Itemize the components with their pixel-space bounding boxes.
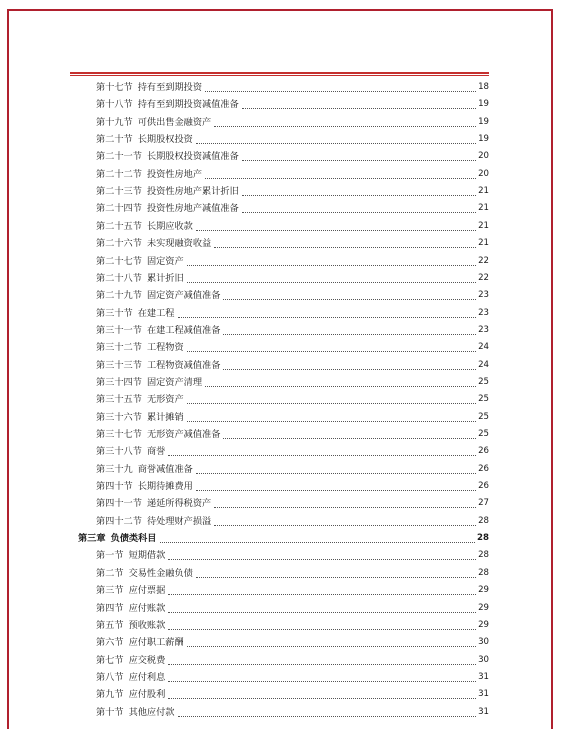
toc-entry-title: 商誉减值准备	[137, 463, 193, 475]
toc-entry-title: 短期借款	[128, 550, 166, 562]
toc-entry-label	[96, 686, 165, 703]
toc-dot-leader	[214, 507, 476, 508]
toc-entry-number: 第二十五节	[96, 220, 142, 232]
toc-page-number: 28	[478, 550, 489, 561]
toc-section-entry[interactable]	[96, 339, 489, 356]
toc-entry-number: 第十七节	[96, 82, 133, 93]
toc-entry-title: 投资性房地产	[146, 168, 203, 180]
toc-entry-title: 投资性房地产减值准备	[146, 203, 239, 215]
toc-dot-leader	[205, 386, 476, 387]
toc-page-number: 27	[478, 498, 489, 509]
toc-entry-title: 应付账款	[128, 602, 166, 614]
toc-page-number: 26	[478, 463, 489, 474]
toc-entry-label	[96, 374, 202, 391]
toc-section-entry[interactable]	[96, 478, 489, 495]
toc-entry-number: 第三十八节	[96, 446, 142, 458]
toc-entry-number: 第六节	[96, 637, 124, 649]
toc-page-number: 30	[478, 637, 489, 648]
toc-section-entry[interactable]	[96, 200, 489, 217]
toc-dot-leader	[187, 351, 476, 352]
toc-entry-label	[96, 287, 220, 304]
toc-entry-number: 第三节	[96, 585, 124, 597]
toc-entry-title: 持有至到期投资	[137, 82, 203, 93]
toc-entry-number: 第四节	[96, 602, 124, 614]
toc-entry-label	[96, 391, 184, 408]
toc-entry-title: 在建工程减值准备	[146, 324, 221, 336]
toc-dot-leader	[223, 369, 476, 370]
toc-entry-title: 累计摊销	[146, 411, 184, 423]
toc-entry-number: 第三十二节	[96, 342, 142, 354]
toc-dot-leader	[196, 473, 476, 474]
toc-entry-title: 负债类科目	[110, 533, 157, 545]
toc-page-number: 28	[478, 567, 489, 578]
toc-entry-title: 应付票据	[128, 585, 166, 597]
toc-entry-label	[96, 652, 165, 669]
toc-entry-title: 递延所得税资产	[146, 498, 212, 510]
toc-page-number: 21	[478, 238, 489, 249]
toc-page-number: 26	[478, 481, 489, 492]
toc-page-number: 31	[478, 689, 489, 700]
toc-entry-title: 无形资产	[146, 394, 184, 406]
toc-entry-number: 第三十五节	[96, 394, 142, 406]
toc-section-entry[interactable]	[96, 600, 489, 617]
toc-page-number: 25	[478, 411, 489, 422]
toc-entry-number: 第三十六节	[96, 411, 142, 423]
toc-entry-label	[96, 166, 202, 183]
toc-entry-number: 第九节	[96, 689, 124, 701]
toc-entry-label	[96, 547, 165, 564]
toc-entry-title: 长期应收款	[146, 220, 193, 232]
toc-entry-number: 第七节	[96, 654, 124, 666]
toc-section-entry[interactable]	[96, 443, 489, 460]
toc-section-entry[interactable]	[96, 114, 489, 131]
toc-dot-leader	[196, 143, 476, 144]
toc-chapter-entry[interactable]	[78, 530, 489, 547]
toc-dot-leader	[168, 559, 476, 560]
toc-page-number: 19	[478, 99, 489, 110]
toc-section-entry[interactable]	[96, 461, 489, 478]
toc-entry-title: 长期股权投资减值准备	[146, 151, 239, 163]
toc-page-number: 21	[478, 220, 489, 231]
toc-page-number: 22	[478, 272, 489, 283]
toc-dot-leader	[168, 594, 476, 595]
toc-section-entry[interactable]	[96, 426, 489, 443]
toc-page-number: 31	[478, 706, 489, 717]
toc-entry-number: 第二节	[96, 567, 124, 579]
toc-section-entry[interactable]	[96, 617, 489, 634]
toc-page-number: 19	[478, 116, 489, 127]
toc-dot-leader	[168, 629, 476, 630]
toc-dot-leader	[196, 490, 476, 491]
toc-entry-title: 商誉	[146, 446, 166, 458]
toc-entry-title: 投资性房地产累计折旧	[146, 186, 239, 198]
toc-entry-label	[96, 461, 193, 478]
toc-page-number: 20	[478, 151, 489, 162]
toc-entry-number: 第一节	[96, 550, 124, 562]
toc-entry-number: 第四十节	[96, 481, 133, 493]
toc-entry-title: 长期待摊费用	[137, 481, 193, 493]
toc-page-number: 24	[478, 342, 489, 353]
toc-dot-leader	[205, 91, 476, 92]
toc-entry-number: 第十八节	[96, 99, 133, 111]
toc-page-number: 19	[478, 134, 489, 145]
toc-entry-label	[96, 253, 184, 270]
toc-entry-title: 工程物资	[146, 342, 184, 354]
toc-page-number: 22	[478, 255, 489, 266]
toc-entry-label	[96, 617, 165, 634]
toc-entry-label	[96, 426, 220, 443]
toc-page-number: 18	[478, 82, 489, 92]
toc-dot-leader	[214, 247, 476, 248]
toc-entry-number: 第二十三节	[96, 186, 142, 198]
toc-entry-number: 第二十一节	[96, 151, 142, 163]
toc-page-number: 23	[478, 307, 489, 318]
toc-entry-title: 交易性金融负债	[128, 567, 193, 579]
toc-dot-leader	[187, 646, 476, 647]
toc-dot-leader	[196, 230, 476, 231]
toc-section-entry[interactable]	[96, 357, 489, 374]
toc-dot-leader	[242, 160, 476, 161]
toc-entry-label	[96, 339, 184, 356]
toc-page-number: 30	[478, 654, 489, 665]
toc-entry-label	[96, 200, 239, 217]
toc-entry-label	[96, 634, 184, 651]
toc-page-number: 25	[478, 429, 489, 439]
toc-entry-title: 固定资产减值准备	[146, 290, 221, 302]
toc-entry-label	[96, 582, 165, 599]
toc-dot-leader	[196, 577, 476, 578]
toc-entry-label	[96, 478, 193, 495]
toc-page-number: 26	[478, 446, 489, 457]
toc-entry-label	[96, 600, 165, 617]
toc-dot-leader	[242, 108, 476, 109]
toc-entry-label	[96, 79, 202, 96]
toc-dot-leader	[168, 664, 476, 665]
toc-entry-title: 可供出售金融资产	[137, 116, 212, 128]
toc-entry-label	[96, 131, 193, 148]
toc-entry-number: 第二十九节	[96, 290, 142, 302]
toc-entry-title: 应交税费	[128, 654, 166, 666]
toc-section-entry[interactable]	[96, 322, 489, 339]
toc-entry-title: 预收账款	[128, 619, 166, 631]
toc-page-number: 29	[478, 602, 489, 613]
toc-section-entry[interactable]	[96, 270, 489, 287]
toc-page-number: 25	[478, 376, 489, 387]
toc-entry-title: 在建工程	[137, 307, 175, 319]
toc-entry-number: 第二十四节	[96, 203, 142, 215]
toc-entry-number: 第二十节	[96, 134, 133, 146]
toc-entry-label	[96, 409, 184, 426]
toc-page-number: 31	[478, 671, 489, 682]
toc-section-entry[interactable]	[96, 409, 489, 426]
toc-entry-number: 第二十六节	[96, 238, 142, 250]
toc-entry-number: 第十九节	[96, 116, 133, 128]
toc-entry-number: 第三十七节	[96, 429, 142, 440]
toc-entry-title: 未实现融资收益	[146, 238, 212, 250]
toc-dot-leader	[223, 299, 476, 300]
toc-section-entry[interactable]	[96, 79, 489, 96]
toc-entry-label	[96, 148, 239, 165]
toc-entry-label	[96, 183, 239, 200]
toc-section-entry[interactable]	[96, 305, 489, 322]
toc-section-entry[interactable]	[96, 253, 489, 270]
toc-page-number: 25	[478, 394, 489, 405]
toc-entry-label	[96, 495, 211, 512]
toc-entry-label	[96, 704, 175, 721]
toc-dot-leader	[168, 681, 476, 682]
toc-section-entry[interactable]	[96, 495, 489, 512]
toc-dot-leader	[205, 178, 476, 179]
toc-dot-leader	[187, 265, 476, 266]
toc-entry-number: 第十节	[96, 706, 124, 718]
toc-entry-label	[96, 96, 239, 113]
toc-entry-number: 第二十七节	[96, 255, 142, 267]
toc-section-entry[interactable]	[96, 547, 489, 564]
header-rule	[70, 72, 489, 74]
toc-page-number: 21	[478, 186, 489, 197]
toc-page-number: 29	[478, 585, 489, 596]
toc-entry-label	[96, 218, 193, 235]
toc-entry-number: 第二十二节	[96, 168, 142, 180]
toc-section-entry[interactable]	[96, 287, 489, 304]
toc-entry-title: 累计折旧	[146, 272, 184, 284]
toc-entry-number: 第四十一节	[96, 498, 142, 510]
toc-entry-number: 第三章	[78, 533, 106, 545]
toc-page-number: 20	[478, 168, 489, 179]
toc-entry-label	[96, 270, 184, 287]
toc-entry-title: 固定资产清理	[146, 376, 203, 388]
toc-section-entry[interactable]	[96, 634, 489, 651]
toc-entry-number: 第八节	[96, 671, 124, 683]
toc-dot-leader	[242, 195, 476, 196]
toc-page-number: 28	[478, 515, 489, 526]
toc-entry-label	[96, 513, 211, 530]
toc-entry-label	[96, 305, 175, 322]
toc-page-number: 23	[478, 324, 489, 335]
toc-section-entry[interactable]	[96, 374, 489, 391]
toc-page-number: 21	[478, 203, 489, 214]
toc-page-number: 24	[478, 359, 489, 370]
toc-entry-number: 第五节	[96, 619, 124, 631]
toc-section-entry[interactable]	[96, 704, 489, 721]
toc-dot-leader	[168, 455, 476, 456]
toc-section-entry[interactable]	[96, 235, 489, 252]
toc-entry-number: 第四十二节	[96, 515, 142, 527]
toc-section-entry[interactable]	[96, 565, 489, 582]
toc-entry-number: 第三十三节	[96, 359, 142, 371]
toc-section-entry[interactable]	[96, 582, 489, 599]
toc-entry-number: 第三十一节	[96, 324, 142, 336]
toc-dot-leader	[214, 126, 476, 127]
toc-dot-leader	[187, 403, 476, 404]
toc-entry-label	[96, 114, 211, 131]
toc-dot-leader	[223, 438, 476, 439]
toc-dot-leader	[178, 317, 477, 318]
toc-entry-label	[96, 357, 220, 374]
toc-entry-number: 第三十四节	[96, 376, 142, 388]
toc-page-number: 29	[478, 619, 489, 630]
toc-dot-leader	[168, 698, 476, 699]
header-rule-thin	[70, 75, 489, 76]
toc-entry-label	[96, 322, 220, 339]
toc-entry-label	[96, 669, 165, 686]
toc-section-entry[interactable]	[96, 131, 489, 148]
toc-entry-label	[96, 565, 193, 582]
toc-entry-title: 固定资产	[146, 255, 184, 267]
toc-dot-leader	[178, 716, 477, 717]
toc-page-number: 28	[477, 533, 489, 544]
toc-entry-title: 应付职工薪酬	[128, 637, 184, 649]
toc-dot-leader	[223, 334, 476, 335]
toc-entry-number: 第二十八节	[96, 272, 142, 284]
toc-entry-title: 应付利息	[128, 671, 166, 683]
toc-section-entry[interactable]	[96, 513, 489, 530]
toc-section-entry[interactable]	[96, 669, 489, 686]
toc-entry-title: 持有至到期投资减值准备	[137, 99, 239, 111]
toc-section-entry[interactable]	[96, 652, 489, 669]
toc-section-entry[interactable]	[96, 218, 489, 235]
toc-section-entry[interactable]	[96, 183, 489, 200]
toc-entry-title: 应付股利	[128, 689, 166, 701]
toc-page-number: 23	[478, 290, 489, 301]
toc-dot-leader	[187, 421, 476, 422]
toc-section-entry[interactable]	[96, 391, 489, 408]
toc-entry-title: 无形资产减值准备	[146, 429, 221, 440]
toc-section-entry[interactable]	[96, 96, 489, 113]
toc-entry-title: 工程物资减值准备	[146, 359, 221, 371]
toc-entry-title: 待处理财产损溢	[146, 515, 212, 527]
toc-entry-title: 长期股权投资	[137, 134, 193, 146]
toc-section-entry[interactable]	[96, 166, 489, 183]
toc-section-entry[interactable]	[96, 686, 489, 703]
toc-dot-leader	[187, 282, 476, 283]
toc-dot-leader	[214, 525, 476, 526]
toc-entry-number: 第三十九	[96, 463, 133, 475]
toc-dot-leader	[168, 612, 476, 613]
toc-entry-label	[96, 235, 211, 252]
toc-dot-leader	[160, 542, 476, 543]
toc-entry-label	[78, 530, 157, 547]
toc-entry-title: 其他应付款	[128, 706, 175, 718]
toc-section-entry[interactable]	[96, 148, 489, 165]
toc-dot-leader	[242, 212, 476, 213]
toc-entry-number: 第三十节	[96, 307, 133, 319]
toc-entry-label	[96, 443, 165, 460]
